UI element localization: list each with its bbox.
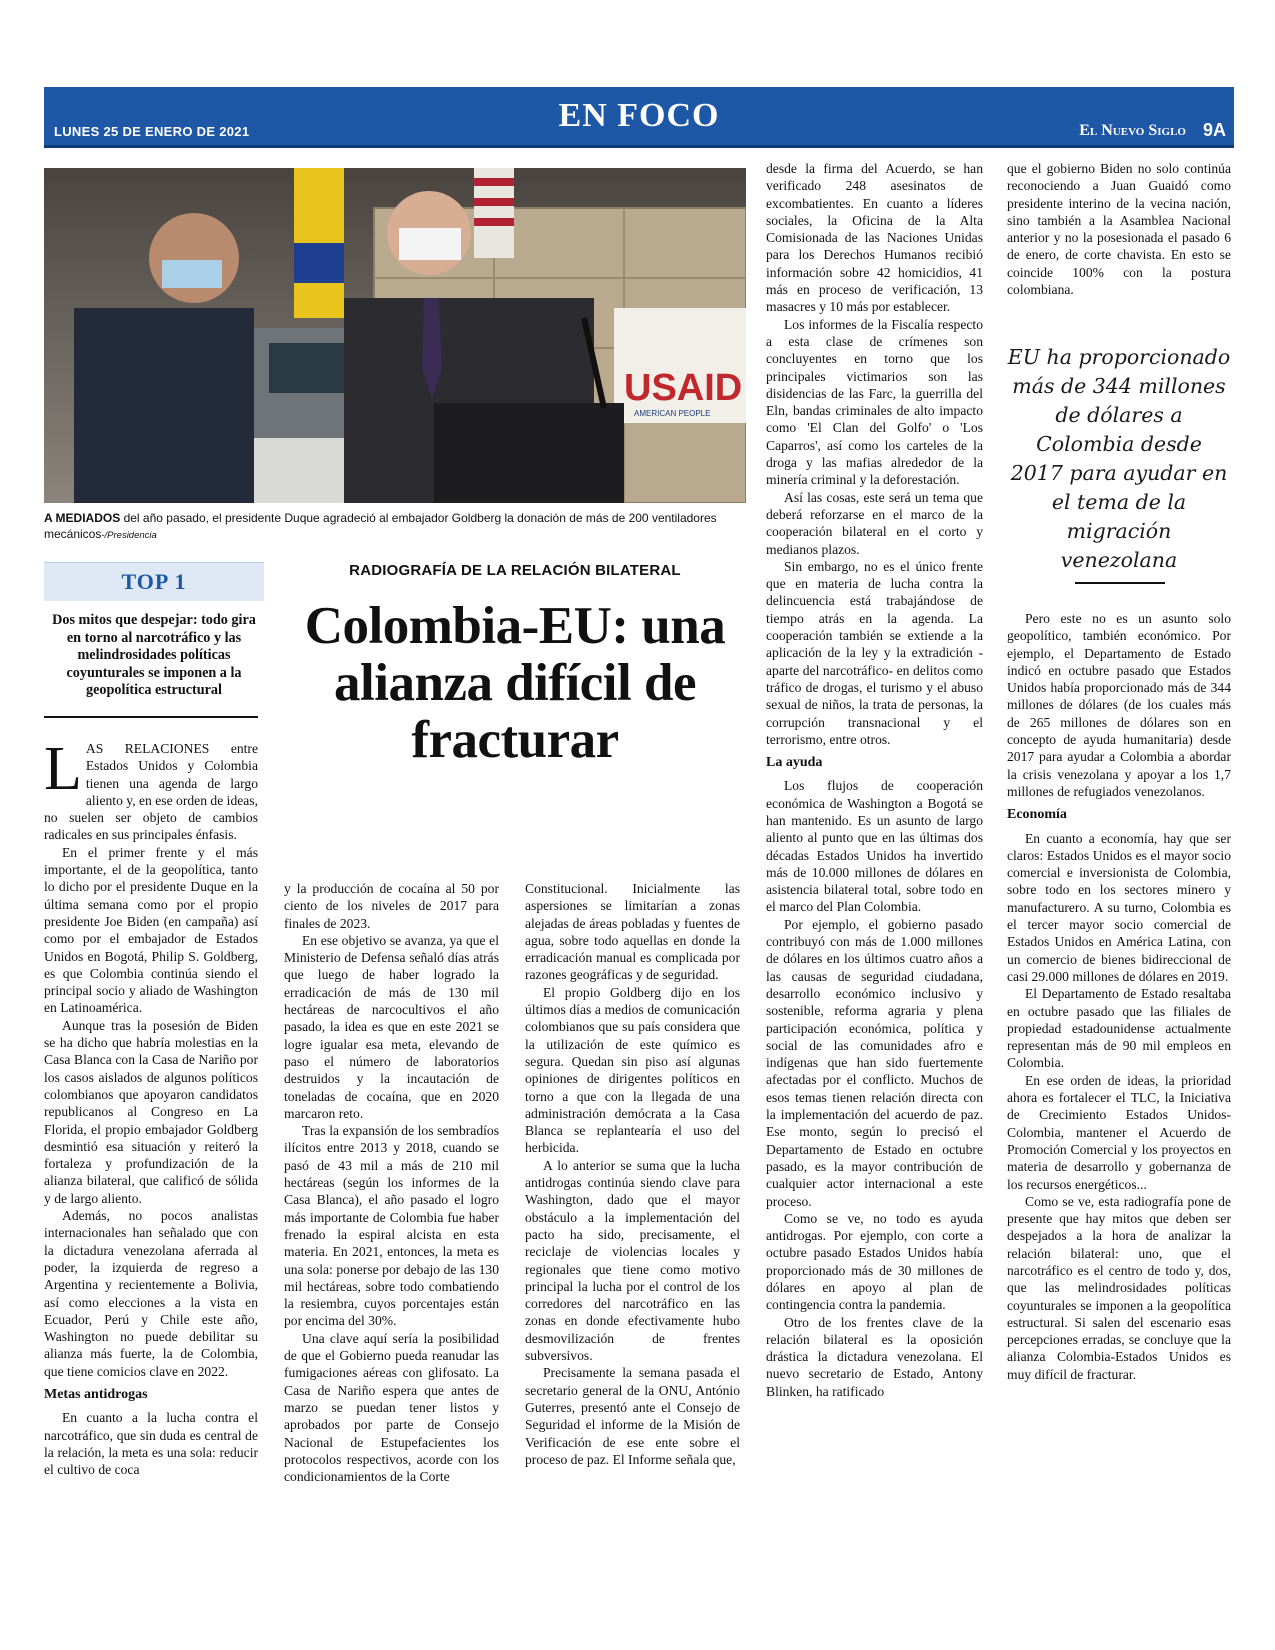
subhead-metas: Metas antidrogas (44, 1386, 148, 1402)
article-kicker: RADIOGRAFÍA DE LA RELACIÓN BILATERAL (349, 562, 681, 579)
paragraph: Por ejemplo, el gobierno pasado contribuyó con más de 1.000 millones de dólares en los últimos cuatro años a las causas de seguridad ciudadana, desarrollo económico inclusivo y sostenible, reforma agraria y plena participación económica, política y social de las comunidades afro e indígenas que han sido fuertemente afectadas por el conflicto. Muchos de esos temas tienen relación directa con la implementación del acuerdo de paz. Ese monto, según lo precisó el Departamento de Estado en octubre pasado, es la mayor contribución de cualquier actor internacional a este proceso. (766, 916, 983, 1209)
photo-caption (44, 510, 746, 544)
lead-photo (44, 168, 746, 503)
paragraph: A lo anterior se suma que la lucha antidrogas continúa siendo clave para Washington, dado que el mayor obstáculo a la implementación del pacto ha sido, precisamente, el reciclaje de violencias locales y regionales que tiene como motivo principal la lucha por el control de los corredores del narcotráfico en las zonas en donde efectivamente hubo desmovilización de frentes subversivos. (525, 1157, 740, 1364)
paragraph: En ese orden de ideas, la prioridad ahora es fortalecer el TLC, la Iniciativa de Crecimiento Estados Unidos-Colombia, mantener el Acuerdo de Promoción Comercial y los proyectos en materia de desarrollo y gobernanza de los recursos energéticos... (1007, 1072, 1231, 1192)
article-deck: Dos mitos que despejar: todo gira en torno al narcotráfico y las melindrosidades políticas coyunturales se imponen a la geopolítica estructural (52, 612, 256, 698)
paragraph: Además, no pocos analistas internacionales han señalado que con la dictadura venezolana aferrada al poder, la izquierda de regreso a Argentina y recientemente a Bolivia, así como elecciones a la vista en Ecuador, Perú y Chile este año, Washington no puede debilitar su alianza más fuerte, la de Colombia, que tiene comicios clave en 2022. (44, 1208, 258, 1379)
caption-text: del año pasado, el presidente Duque agradeció al embajador Goldberg la donación de más de 200 ventiladores mecánicos (44, 511, 717, 541)
paragraph: Sin embargo, no es el único frente que en materia de lucha contra la delincuencia está trabajándose de tiempo atrás en la agenda. La cooperación también se extiende a la aplicación de la ley y la extradición -aparte del narcotráfico- en delitos como tráfico de drogas, el turismo y el abuso sexual de niños, la trata de personas, la corrupción transnacional y el terrorismo, entre otros. (766, 558, 983, 747)
top1-label: TOP 1 (121, 569, 187, 594)
photo-illustration (44, 168, 746, 503)
pull-quote-rule (1075, 582, 1165, 584)
pull-quote: EU ha proporcionado más de 344 millones de dólares a Colombia desde 2017 para ayudar en el tema de la migración venezolana (1007, 345, 1231, 572)
paragraph: Los informes de la Fiscalía respecto a esta clase de crímenes son concluyentes en torno que los principales victimarios son las disidencias de las Farc, la guerrilla del Eln, bandas criminales de alto impacto como 'El Clan del Golfo' o 'Los Caparros', así como los carteles de la droga y las mafias alrededor de la minería criminal y la deforestación. (766, 316, 983, 488)
paragraph: Los flujos de cooperación económica de Washington a Bogotá se han mantenido. Es un asunto de largo aliento al punto que en las últimas dos décadas Estados Unidos ha invertido más de 10.000 millones de dólares en asistencia bilateral total, sobre todo en el marco del Plan Colombia. (766, 778, 983, 915)
paragraph: En cuanto a la lucha contra el narcotráfico, que sin duda es central de la relación, la meta es una sola: reducir el cultivo de coca (44, 1410, 258, 1478)
article-headline: Colombia-EU: una alianza difícil de fracturar (304, 597, 726, 769)
paragraph: En ese objetivo se avanza, ya que el Ministerio de Defensa señaló días atrás que luego de haber logrado la erradicación de más de 130 mil hectáreas de narcocultivos el año pasado, la idea es que en este 2021 se logre igualar esa meta, elevando de paso el número de laboratorios destruidos y la incautación de toneladas de cocaína, que en 2020 marcaron reto. (284, 932, 499, 1121)
article-column-5-top (1007, 160, 1231, 298)
deck-divider (44, 716, 258, 718)
paragraph: Tras la expansión de los sembradíos ilícitos entre 2013 y 2018, cuando se pasó de 43 mil a más de 210 mil hectáreas (según los informes de la Casa Blanca), el año pasado el logro más importante de Colombia fue haber frenado la espiral alcista en esta materia. En 2021, entonces, la meta es una sola: ponerse por debajo de las 130 mil hectáreas, sobre todo combatiendo la resiembra, cuyos porcentajes están por encima del 30%. (284, 1123, 499, 1329)
section-title: EN FOCO (558, 97, 720, 134)
article-column-5 (1007, 610, 1231, 1383)
paragraph: Una clave aquí sería la posibilidad de que el Gobierno pueda reanudar las fumigaciones aéreas con glifosato. La Casa de Nariño espera que antes de marzo se puedan tener listos y aprobados por parte de Consejo Nacional de Estupefacientes los protocolos respectivos, acorde con los condicionamientos de la Corte (284, 1330, 499, 1485)
top1-tag (44, 562, 264, 601)
drop-cap: L (44, 735, 82, 803)
paragraph: Pero este no es un asunto solo geopolítico, también económico. Por ejemplo, el Departamento de Estado indicó en octubre pasado que Estados Unidos había proporcionado más de 344 millones de dólares (de los cuales más de 265 millones de dólares son en concepto de ayuda humanitaria) desde 2017 para ayudar a Colombia a abordar la crisis venezolana y apoyar a los 1,7 millones de refugiados venezolanos. (1007, 611, 1231, 799)
article-column-2 (284, 880, 499, 1485)
subhead-ayuda: La ayuda (766, 755, 823, 771)
paragraph: En el primer frente y el más importante, el de la geopolítica, tanto lo dicho por el presidente Duque en la última semana como por el propio presidente Joe Biden (en campaña) así como por el embajador de Estados Unidos en Bogotá, Philip S. Goldberg, es que Colombia continúa siendo el principal socio y aliado de Washington en Latinoamérica. (44, 844, 258, 1016)
paragraph: desde la firma del Acuerdo, se han verificado 248 asesinatos de excombatientes. En cuanto a líderes sociales, la Oficina de la Alta Comisionada de las Naciones Unidas para los Derechos Humanos recibió información sobre 42 homicidios, 41 más en proceso de verificación, 13 masacres y 10 más por establecer. (766, 161, 983, 315)
paragraph: Como se ve, esta radiografía pone de presente que hay mitos que deben ser despejados a la hora de analizar la relación bilateral: uno, que el narcotráfico es el centro de todo y, dos, que las melindrosidades políticas coyunturales se imponen a la geopolítica estructural. Si salen del escenario esas percepciones erradas, se concluye que la alianza Colombia-Estados Unidos es muy difícil de fracturar. (1007, 1193, 1231, 1382)
lead-text: AS RELACIONES entre Estados Unidos y Colombia tienen una agenda de largo aliento y, en ese orden de ideas, no suelen ser objeto de cambios radicales en sus principales énfasis. (44, 741, 258, 843)
article-column-4 (766, 160, 983, 1400)
newspaper-name: El Nuevo Siglo (1079, 122, 1186, 139)
paragraph: En cuanto a economía, hay que ser claros: Estados Unidos es el mayor socio comercial e inversionista de Colombia, sobre todo en los sectores minero y manufacturero. A su turno, Colombia es el tercer mayor socio comercial de Estados Unidos en América Latina, con un comercio de bienes bidireccional de casi 29.000 millones de dólares en 2019. (1007, 830, 1231, 984)
caption-credit: -/Presidencia (101, 530, 157, 541)
issue-date: LUNES 25 DE ENERO DE 2021 (54, 124, 250, 139)
paragraph: Precisamente la semana pasada el secretario general de la ONU, António Guterres, presentó ante el Consejo de Seguridad el informe de la Misión de Verificación de ese ente sobre el proceso de paz. El Informe señala que, (525, 1365, 740, 1467)
paragraph: Así las cosas, este será un tema que deberá reforzarse en el marco de la cooperación bilateral en el corto y medianos plazos. (766, 489, 983, 557)
paragraph: que el gobierno Biden no solo continúa reconociendo a Juan Guaidó como presidente interino de la vecina nación, sino también a la Asamblea Nacional anterior y no la posesionada el pasado 6 de enero, de corte chavista. En esto se coincide 100% con la postura colombiana. (1007, 161, 1231, 298)
usaid-logo-subtext: AMERICAN PEOPLE (634, 409, 711, 418)
paragraph: Constitucional. Inicialmente las aspersiones se limitarían a zonas alejadas de áreas pobladas y fuentes de agua, sobre todo aquellas en donde la erradicación manual es complicada por razones geográficas y de seguridad. (525, 881, 740, 983)
section-banner (44, 87, 1234, 148)
paragraph: Otro de los frentes clave de la relación bilateral es la oposición drástica la dictadura venezolana. El nuevo secretario de Estado, Antony Blinken, ha ratificado (766, 1314, 983, 1399)
paragraph: El Departamento de Estado resaltaba en octubre pasado que las filiales de propiedad estadounidense actualmente representan más de 90 mil empleos en Colombia. (1007, 986, 1231, 1071)
usaid-logo-text: USAID (624, 367, 743, 409)
page-number: 9A (1202, 120, 1226, 140)
article-column-1 (44, 735, 258, 1478)
lead-paragraph (44, 735, 258, 844)
paragraph: y la producción de cocaína al 50 por ciento de los niveles de 2017 para finales de 2023. (284, 881, 499, 931)
paragraph: Como se ve, no todo es ayuda antidrogas. Por ejemplo, con corte a octubre pasado Estados Unidos había proporcionado más de 30 millones de dólares en apoyo al plan de contingencia contra la pandemia. (766, 1210, 983, 1313)
paragraph: El propio Goldberg dijo en los últimos días a medios de comunicación colombianos que su país considera que la utilización de este químico es segura. Quedan sin piso así algunas opiniones de dirigentes políticos en torno a que con la llegada de una administración demócrata a la Casa Blanca se replantearía el uso del herbicida. (525, 984, 740, 1156)
paragraph: Aunque tras la posesión de Biden se ha dicho que habría molestias en la Casa Blanca con la Casa de Nariño por los casos aislados de algunos políticos colombianos que apoyaron candidatos republicanos al Congreso en La Florida, el propio embajador Goldberg desmintió esa situación y reiteró la fortaleza y profundización de la alianza bilateral, que calificó de sólida y de largo aliento. (44, 1017, 258, 1206)
caption-lead: A MEDIADOS (44, 511, 121, 525)
subhead-economia: Economía (1007, 807, 1067, 823)
article-column-3 (525, 880, 740, 1468)
